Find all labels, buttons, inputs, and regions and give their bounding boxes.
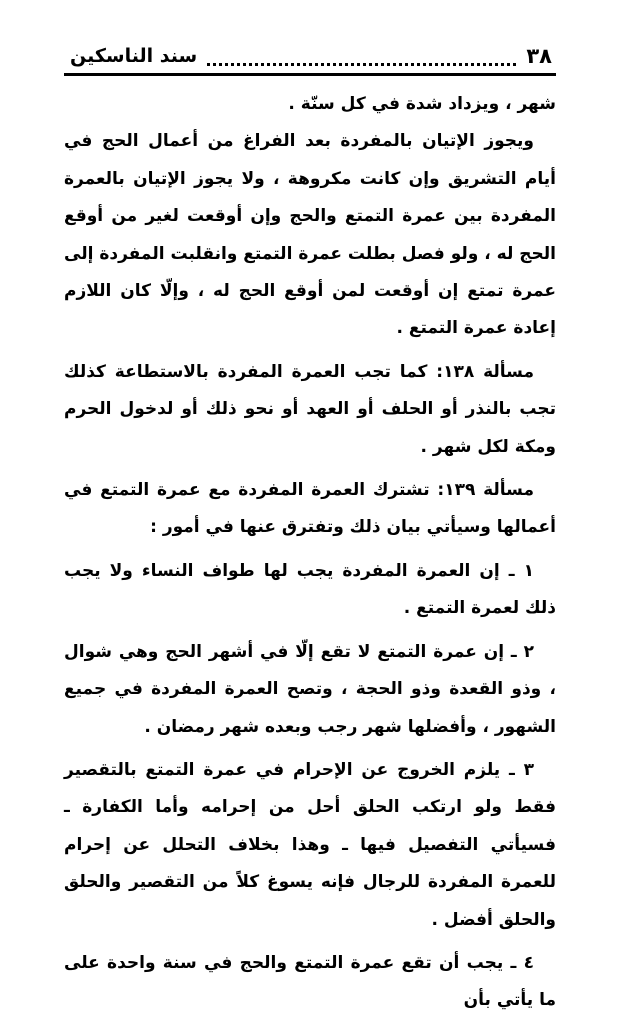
- paragraph: ١ ـ إن العمرة المفردة يجب لها طواف النساء ولا يجب ذلك لعمرة التمتع .: [64, 560, 556, 619]
- paragraph: مسألة ١٣٨: كما تجب العمرة المفردة بالاستطاعة كذلك تجب بالنذر أو الحلف أو العهد أو نحو ذلك أو لدخول الحرم ومكة لكل شهر .: [64, 361, 556, 457]
- header-dot-leader: [207, 47, 516, 66]
- page-body: [64, 86, 556, 1020]
- paragraph: ٤ ـ يجب أن تقع عمرة التمتع والحج في سنة واحدة على ما يأتي بأن: [64, 952, 556, 1011]
- page-number: ٣٨: [526, 44, 552, 68]
- paragraph: ويجوز الإتيان بالمفردة بعد الفراغ من أعمال الحج في أيام التشريق وإن كانت مكروهة ، ولا يجوز الإتيان بالعمرة المفردة بين عمرة التمتع والحج وإن أوقعت لغير من أوقع الحج له ، ولو فصل بطلت عمرة التمتع وانقلبت المفردة إلى عمرة تمتع إن أوقعت لمن أوقع الحج له ، وإلّا كان اللازم إعادة عمرة التمتع .: [64, 131, 556, 339]
- paragraph: شهر ، ويزداد شدة في كل سنّة .: [288, 94, 556, 114]
- header-rule: [64, 73, 556, 76]
- page-header: [70, 40, 552, 72]
- running-title: سند الناسكين: [70, 45, 198, 67]
- paragraph: ٣ ـ يلزم الخروج عن الإحرام في عمرة التمتع بالتقصير فقط ولو ارتكب الحلق أحل من إحرامه وأما الكفارة ـ فسيأتي التفصيل فيها ـ وهذا بخلاف التحلل عن إحرام للعمرة المفردة للرجال فإنه يسوغ كلاً من التقصير والحلق والحلق أفضل .: [64, 759, 556, 930]
- paragraph: ٢ ـ إن عمرة التمتع لا تقع إلّا في أشهر الحج وهي شوال ، وذو القعدة وذو الحجة ، وتصح العمرة المفردة في جميع الشهور ، وأفضلها شهر رجب وبعده شهر رمضان .: [64, 641, 556, 737]
- paragraph: مسألة ١٣٩: تشترك العمرة المفردة مع عمرة التمتع في أعمالها وسيأتي بيان ذلك وتفترق عنها في أمور :: [64, 480, 556, 538]
